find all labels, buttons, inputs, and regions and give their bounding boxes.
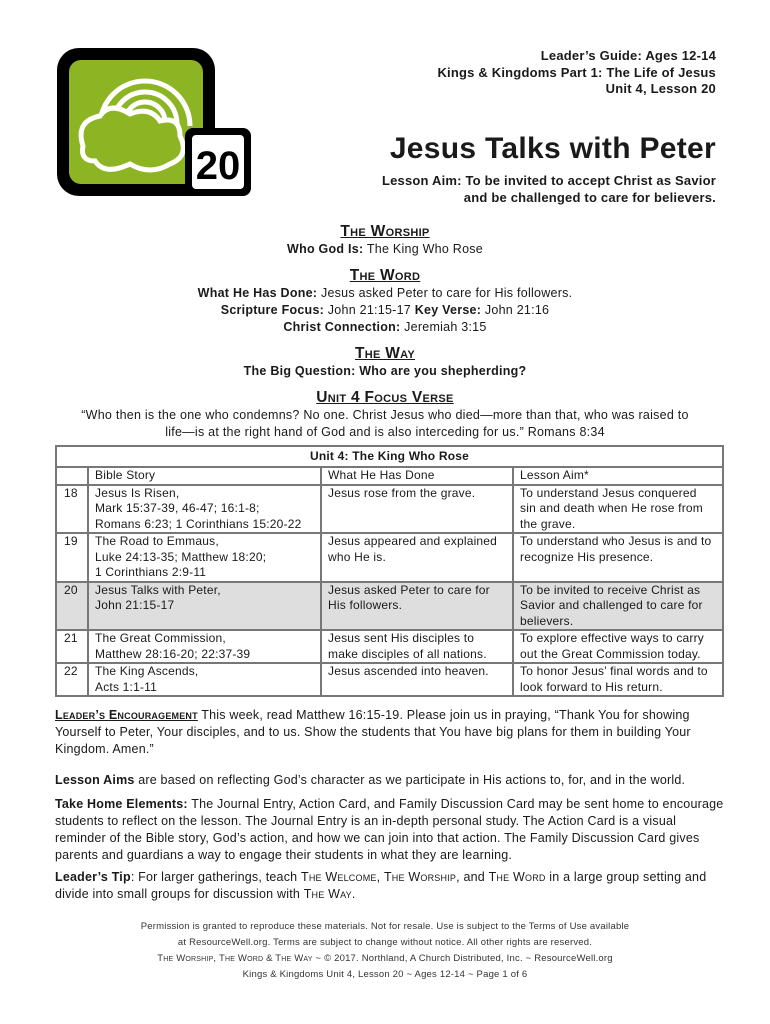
cell-aim: [513, 663, 723, 696]
focus-verse-section: [0, 388, 770, 441]
cell-line: Savior and challenged to care for: [520, 598, 703, 612]
cell-story: [88, 485, 321, 534]
lesson-aim-line: Lesson Aim: To be invited to accept Christ as Savior: [381, 173, 716, 188]
text: in a large group setting and divide into small groups for discussion with: [55, 870, 707, 901]
footer: [0, 919, 770, 983]
cell-line: who He is.: [328, 549, 387, 564]
value: John 21:16: [484, 303, 550, 317]
cell-done: [321, 630, 513, 663]
column-header: What He Has Done: [321, 467, 513, 485]
verse-line: life—is at the right hand of God and is also interceding for us.” Romans 8:34: [165, 425, 605, 439]
footer-line: The Worship, The Word & The Way: [157, 953, 313, 964]
header-line: Leader’s Guide: Ages 12-14: [540, 48, 716, 63]
text: The Journal Entry, Action Card, and Family Discussion Card may be sent home to encourage students to reflect on the lesson. The Journal Entry is an in-depth personal study. The Action Card is a visual reminder of the Bible story, God’s action, and how we can join into that action. The Family Discussion Card gives parents and guardians a way to engage their students in what they are learning.: [55, 797, 724, 862]
footer-line: at ResourceWell.org. Terms are subject to change without notice. All other rights are reserved.: [177, 937, 593, 948]
text: .: [351, 887, 356, 901]
cell-aim: [513, 485, 723, 534]
table-row: [56, 485, 723, 534]
text: The Word: [488, 870, 546, 884]
column-header: [56, 467, 88, 485]
cell-line: Romans 6:23; 1 Corinthians 15:20-22: [95, 516, 302, 531]
cell-line: Jesus sent His disciples to: [328, 631, 475, 645]
cell-line: The King Ascends,: [95, 664, 199, 678]
cell-line: 1 Corinthians 2:9-11: [95, 565, 207, 579]
label: Scripture Focus:: [220, 303, 325, 317]
cell-line: make disciples of all nations.: [328, 646, 487, 661]
text: , and: [456, 870, 489, 884]
section-heading: The Way: [354, 345, 416, 362]
label: Take Home Elements:: [55, 797, 188, 811]
cell-aim: [513, 533, 723, 582]
footer-line: Kings & Kingdoms Unit 4, Lesson 20 ~ Ages 12-14 ~ Page 1 of 6: [242, 969, 528, 980]
text: The Worship: [383, 870, 457, 884]
header-line: Kings & Kingdoms Part 1: The Life of Jesus: [437, 64, 716, 80]
cell-line: Jesus ascended into heaven.: [328, 664, 489, 678]
cell-aim: [513, 582, 723, 631]
cell-line: John 21:15-17: [95, 598, 175, 612]
page-title: Jesus Talks with Peter: [389, 132, 716, 165]
cell-line: The Road to Emmaus,: [95, 534, 219, 548]
text: The Way: [303, 887, 352, 901]
cell-line: The Great Commission,: [95, 631, 226, 645]
value: Jeremiah 3:15: [404, 320, 487, 334]
column-header: Bible Story: [88, 467, 321, 485]
value: John 21:15-17: [327, 303, 411, 317]
cell-story: [88, 630, 321, 663]
cell-line: To understand who Jesus is and to: [520, 534, 712, 548]
cell-done: [321, 582, 513, 631]
cell-n: 20: [56, 582, 88, 631]
guide-header: [437, 48, 716, 98]
cell-aim: [513, 630, 723, 663]
label: Leader’s Encouragement: [55, 708, 198, 722]
lesson-body: [0, 222, 770, 983]
text: are based on reflecting God’s character as we participate in His actions to, for, and in the world.: [134, 773, 686, 787]
table-row: [56, 630, 723, 663]
cell-line: sin and death when He rose from: [520, 501, 703, 515]
header-line: Unit 4, Lesson 20: [605, 81, 716, 96]
cell-done: [321, 663, 513, 696]
way-section: [0, 344, 770, 380]
cell-story: [88, 533, 321, 582]
cell-story: [88, 663, 321, 696]
section-heading: The Word: [349, 267, 421, 284]
big-question: The Big Question: Who are you shepherding?: [243, 364, 527, 378]
worship-section: [0, 222, 770, 258]
label: Key Verse:: [414, 303, 482, 317]
cell-line: To explore effective ways to carry: [520, 631, 704, 645]
cell-line: Matthew 28:16-20; 22:37-39: [95, 646, 251, 661]
cell-n: 21: [56, 630, 88, 663]
cell-line: Jesus appeared and explained: [328, 534, 498, 548]
lesson-logo: [55, 46, 255, 196]
section-heading: The Worship: [340, 223, 430, 240]
text: This week, read Matthew 16:15-19. Please join us in praying, “Thank You for showing Yourself to Peter, Your disciples, and to us. Show the students that You have big plans for them in building Your Kingdom. Amen.”: [55, 708, 691, 756]
cell-line: Jesus rose from the grave.: [328, 485, 476, 500]
lesson-aim: [382, 172, 716, 206]
label: Lesson Aims: [55, 773, 135, 787]
unit-table: [55, 445, 724, 697]
lesson-aim-line: and be challenged to care for believers.: [463, 190, 716, 205]
section-heading: Unit 4 Focus Verse: [316, 389, 454, 406]
table-row: [56, 582, 723, 631]
verse-line: “Who then is the one who condemns? No one. Christ Jesus who died—more than that, who was raised to: [81, 408, 689, 422]
footer-line: Permission is granted to reproduce these materials. Not for resale. Use is subject to the Terms of Use available: [140, 921, 630, 932]
column-header: Lesson Aim*: [513, 467, 723, 485]
cell-line: Jesus Is Risen,: [95, 485, 180, 500]
table-row: [56, 533, 723, 582]
cell-line: To understand Jesus conquered: [520, 485, 697, 500]
table-title: Unit 4: The King Who Rose: [56, 446, 723, 467]
cell-done: [321, 533, 513, 582]
cell-line: To honor Jesus’ final words and to: [520, 664, 708, 678]
cell-line: out the Great Commission today.: [520, 646, 701, 661]
cell-n: 19: [56, 533, 88, 582]
cell-n: 18: [56, 485, 88, 534]
label: Leader’s Tip: [55, 870, 131, 884]
label: What He Has Done:: [197, 286, 318, 300]
lesson-number: 20: [195, 144, 241, 188]
cell-line: Mark 15:37-39, 46-47; 16:1-8;: [95, 501, 260, 515]
take-home-elements: [55, 796, 725, 864]
lesson-aims-note: [55, 772, 725, 789]
value: Jesus asked Peter to care for His followers.: [320, 286, 573, 300]
cell-line: Luke 24:13-35; Matthew 18:20;: [95, 549, 267, 564]
cell-line: recognize His presence.: [520, 549, 654, 564]
value: The King Who Rose: [366, 242, 483, 256]
text: The Welcome: [300, 870, 377, 884]
cell-line: look forward to His return.: [520, 679, 663, 694]
label: Who God Is:: [287, 242, 364, 256]
footer-line: ~ © 2017. Northland, A Church Distributed, Inc. ~ ResourceWell.org: [312, 953, 613, 964]
leaders-encouragement: [55, 707, 725, 758]
cell-line: believers.: [520, 613, 574, 628]
cell-done: [321, 485, 513, 534]
word-section: [0, 266, 770, 336]
table-row: [56, 663, 723, 696]
cell-line: His followers.: [328, 598, 403, 612]
text: ,: [376, 870, 384, 884]
cell-line: Jesus asked Peter to care for: [328, 582, 490, 597]
cell-line: Jesus Talks with Peter,: [95, 582, 221, 597]
cell-line: the grave.: [520, 516, 576, 531]
cell-story: [88, 582, 321, 631]
cell-line: Acts 1:1-11: [95, 679, 158, 694]
leaders-tip: [55, 869, 725, 903]
cell-n: 22: [56, 663, 88, 696]
text: : For larger gatherings, teach: [130, 870, 301, 884]
cell-line: To be invited to receive Christ as: [520, 582, 701, 597]
label: Christ Connection:: [283, 320, 401, 334]
